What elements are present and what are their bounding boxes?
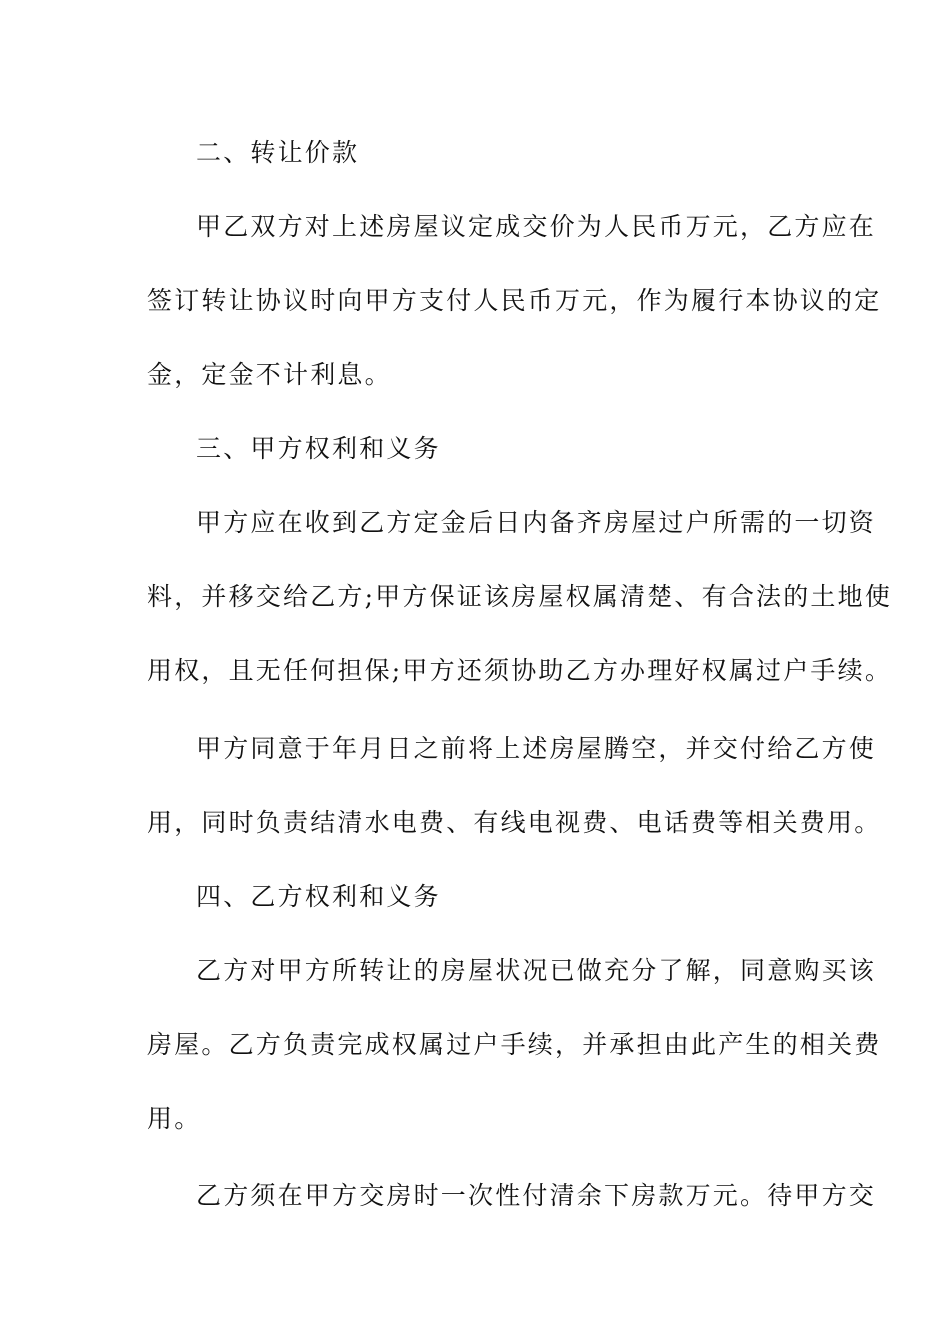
section-heading-party-b-rights: 四、乙方权利和义务 (196, 882, 441, 911)
paragraph-line: 用，同时负责结清水电费、有线电视费、电话费等相关费用。 (147, 808, 882, 837)
section-heading-transfer-price: 二、转让价款 (196, 138, 360, 167)
paragraph-line: 料，并移交给乙方;甲方保证该房屋权属清楚、有合法的土地使 (147, 582, 893, 611)
paragraph-line: 乙方须在甲方交房时一次性付清余下房款万元。待甲方交 (196, 1181, 877, 1210)
paragraph-line: 签订转让协议时向甲方支付人民币万元，作为履行本协议的定 (147, 286, 882, 315)
paragraph-line: 甲方应在收到乙方定金后日内备齐房屋过户所需的一切资 (196, 508, 877, 537)
paragraph-line: 甲方同意于年月日之前将上述房屋腾空，并交付给乙方使 (196, 734, 877, 763)
paragraph-line: 金，定金不计利息。 (147, 360, 392, 389)
paragraph-line: 甲乙双方对上述房屋议定成交价为人民币万元，乙方应在 (196, 212, 877, 241)
paragraph-line: 房屋。乙方负责完成权属过户手续，并承担由此产生的相关费 (147, 1030, 882, 1059)
section-heading-party-a-rights: 三、甲方权利和义务 (196, 434, 441, 463)
paragraph-line: 用权，且无任何担保;甲方还须协助乙方办理好权属过户手续。 (147, 656, 893, 685)
paragraph-line: 用。 (147, 1104, 202, 1133)
paragraph-line: 乙方对甲方所转让的房屋状况已做充分了解，同意购买该 (196, 956, 877, 985)
